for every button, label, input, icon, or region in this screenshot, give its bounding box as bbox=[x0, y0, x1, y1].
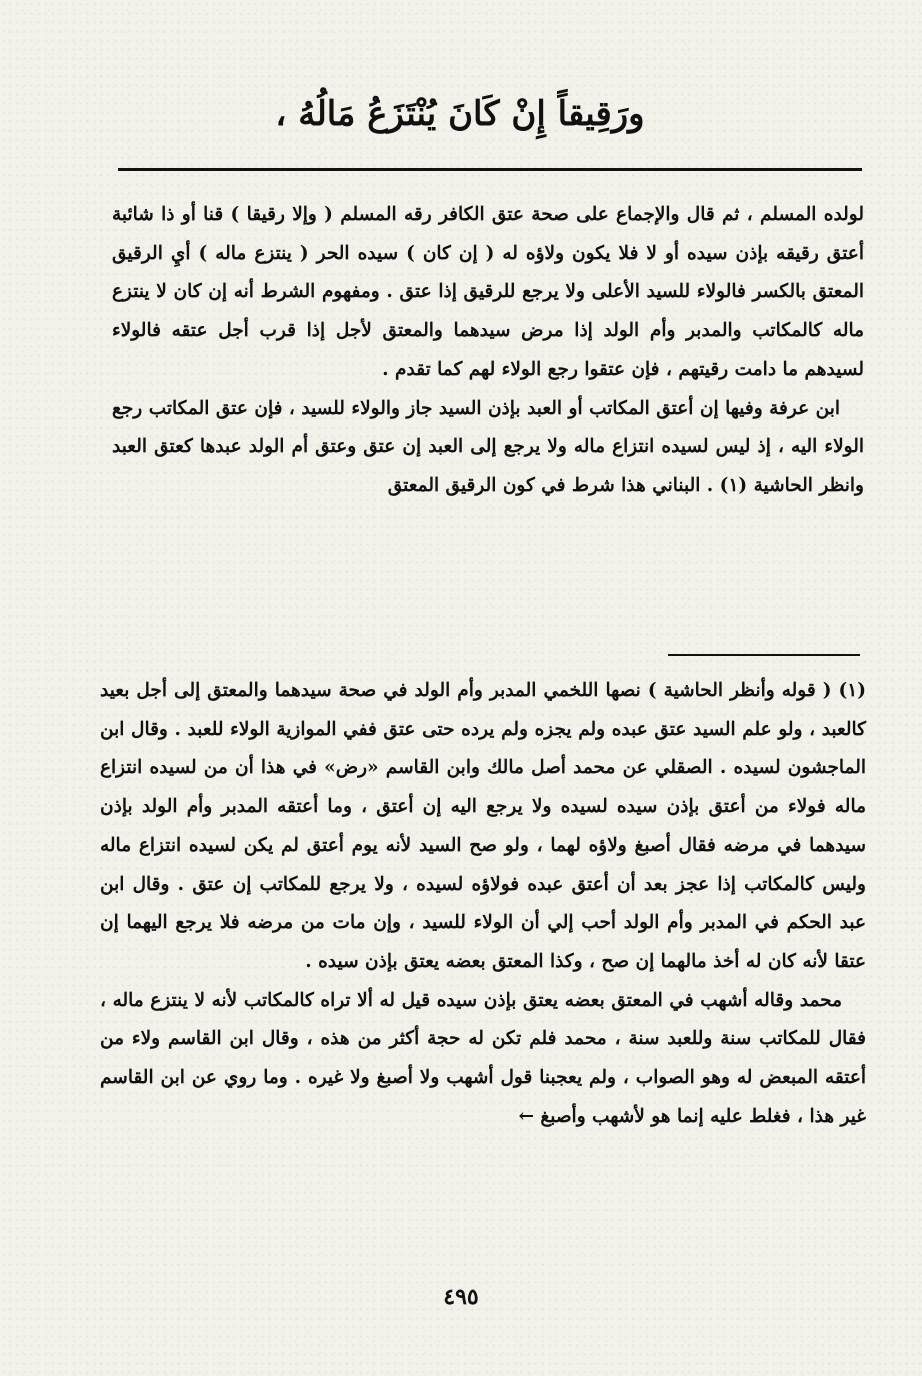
main-commentary-text bbox=[112, 196, 864, 506]
main-paragraph-1: لولده المسلم ، ثم قال والإجماع على صحة عتق الكافر رقه المسلم ( وإلا رقيقا ) قنا أو ذا شائبة أعتق رقيقه بإذن سيده أو لا فلا يكون ولاؤه له ( إن كان ) سيده الحر ( ينتزع ماله ) أيِ الرقيق المعتق بالكسر فالولاء للسيد الأعلى ولا يرجع للرقيق إذا عتق . ومفهوم الشرط أنه إن كان لا ينتزع ماله كالمكاتب والمدبر وأم الولد إذا مرض سيدهما والمعتق لأجل إذا قرب أجل عتقه فالولاء لسيدهم ما دامت رقيتهم ، فإن عتقوا رجع الولاء لهم كما تقدم . bbox=[112, 204, 864, 380]
footnote-text bbox=[100, 672, 866, 1136]
footnote-paragraph-2: محمد وقاله أشهب في المعتق بعضه يعتق بإذن سيده قيل له ألا تراه كالمكاتب لأنه لا ينتزع ماله ، فقال للمكاتب سنة وللعبد سنة ، محمد فلم تكن له حجة أكثر من هذه ، وقال ابن القاسم ولاء من أعتقه المبعض له وهو الصواب ، ولم يعجبنا قول أشهب ولا أصبغ ولا غيره . وما روي عن ابن القاسم غير هذا ، فغلط عليه إنما هو لأشهب وأصبغ ← bbox=[100, 989, 866, 1127]
footnote-divider bbox=[668, 654, 860, 656]
running-header-verse: ورَقِيقاً إِنْ كَانَ يُنْتَزَعُ مَالُهُ ، bbox=[275, 94, 645, 134]
main-paragraph-2: ابن عرفة وفيها إن أعتق المكاتب أو العبد بإذن السيد جاز والولاء للسيد ، فإن عتق المكاتب رجع الولاء اليه ، إذ ليس لسيده انتزاع ماله ولا يرجع إلى العبد إن عتق وعتق أم الولد عبدها كعتق العبد وانظر الحاشية (١) . البناني هذا شرط في كون الرقيق المعتق bbox=[112, 397, 864, 496]
header-divider bbox=[118, 168, 862, 171]
page-number: ٤٩٥ bbox=[443, 1284, 479, 1310]
footnote-paragraph-1: (١) ( قوله وأنظر الحاشية ) نصها اللخمي المدبر وأم الولد في صحة سيدهما والمعتق إلى أجل بعيد كالعبد ، ولو علم السيد عتق عبده ولم يجزه ولم يرده حتى عتق ففي الموازية الولاء للعبد . وقال ابن الماجشون لسيده . الصقلي عن محمد أصل مالك وابن القاسم «رض» في هذا أن من لسيده انتزاع ماله فولاء من أعتق بإذن سيده لسيده ولا يرجع اليه إن أعتق ، وما أعتقه المدبر وأم الولد بإذن سيدهما في مرضه فقال أصبغ ولاؤه لهما ، ولو صح السيد لأنه يوم أعتق لم يكن لسيده انتزاع ماله وليس كالمكاتب إذا عجز بعد أن أعتق عبده فولاؤه لسيده ، ولا يرجع للمكاتب إن عتق . وقال ابن عبد الحكم في المدبر وأم الولد أحب إلي أن الولاء للسيد ، وإن مات من مرضه فلا يرجع اليهما إن عتقا لأنه كان له أخذ مالهما إن صح ، وكذا المعتق بعضه يعتق بإذن سيده . bbox=[100, 680, 866, 972]
